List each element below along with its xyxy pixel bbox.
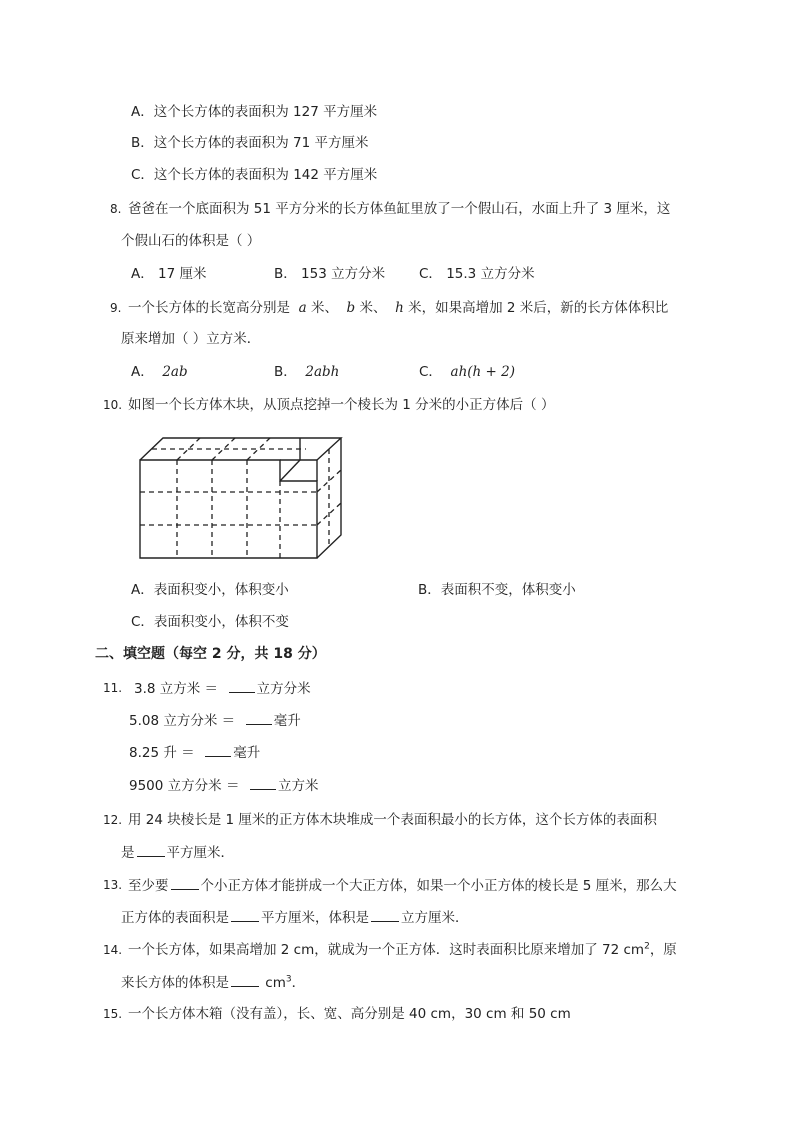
q9-number: 9. [110, 301, 122, 315]
q9-option-a-label: A． [131, 364, 154, 380]
q9-var-h: h [395, 300, 404, 316]
q7-option-a: A．这个长方体的表面积为 127 平方厘米 [131, 104, 378, 120]
q15-text-line1: 一个长方体木箱（没有盖），长、宽、高分别是 40 cm，30 cm 和 50 cm [128, 1006, 571, 1022]
q14-text-line1 [128, 940, 677, 960]
q9-text-line1 [128, 298, 668, 318]
q7-option-b: B．这个长方体的表面积为 71 平方厘米 [131, 135, 369, 151]
q8-option-a: A． 17 厘米 [131, 266, 207, 282]
q11-row3-left: 8.25 升 ＝ [129, 745, 195, 761]
q11-row1-right: 立方分米 [256, 681, 311, 697]
q11-row2 [129, 710, 301, 731]
q12-text-line2 [121, 842, 234, 863]
q14-line2-b: cm [261, 975, 286, 991]
q13-line2-b: 平方厘米，体积是 [261, 910, 369, 926]
cuboid-figure [130, 430, 350, 565]
q10-text-line1: 如图一个长方体木块，从顶点挖掉一个棱长为 1 分米的小正方体后（ ） [128, 397, 555, 413]
answer-blank[interactable] [205, 742, 231, 757]
q13-number: 13. [103, 878, 123, 892]
q14-line1-b: ，原 [649, 942, 677, 958]
q8-option-c: C． 15.3 立方分米 [419, 266, 535, 282]
q14-line2-a: 来长方体的体积是 [121, 975, 229, 991]
q9-var-a: a [298, 300, 307, 316]
q11-row4-left: 9500 立方分米 ＝ [129, 778, 240, 794]
q9-option-b-expr: 2abh [305, 364, 340, 380]
answer-blank[interactable] [231, 972, 259, 987]
q9-text-b: 米，如果高增加 2 米后，新的长方体体积比 [408, 300, 669, 316]
q8-text-line2: 个假山石的体积是（ ） [121, 233, 261, 249]
q11-row2-right: 毫升 [273, 713, 301, 729]
q11-row3-right: 毫升 [233, 745, 261, 761]
answer-blank[interactable] [231, 907, 259, 922]
q13-text-line1 [128, 875, 677, 896]
q14-sup-2: 2 [644, 941, 650, 952]
q12-text-line1: 用 24 块棱长是 1 厘米的正方体木块堆成一个表面积最小的长方体，这个长方体的表面积 [128, 812, 657, 828]
answer-blank[interactable] [250, 775, 276, 790]
answer-blank[interactable] [229, 678, 255, 693]
q9-var-b: b [346, 300, 356, 316]
q9-option-c [419, 362, 515, 382]
q9-option-c-expr: ah(h + 2) [450, 364, 515, 380]
answer-blank[interactable] [137, 842, 165, 857]
q12-line2-b: 平方厘米． [166, 845, 234, 861]
q9-unit-b: 米、 [359, 300, 387, 316]
answer-blank[interactable] [371, 907, 399, 922]
q14-text-line2 [121, 972, 305, 993]
q10-option-c: C．表面积变小，体积不变 [131, 614, 289, 630]
q13-line1-b: 个小正方体才能拼成一个大正方体，如果一个小正方体的棱长是 5 厘米，那么大 [200, 878, 677, 894]
front-face [140, 460, 317, 558]
q9-text-line2: 原来增加（ ）立方米． [121, 331, 261, 347]
q13-line2-a: 正方体的表面积是 [121, 910, 229, 926]
q9-text-a: 一个长方体的长宽高分别是 [128, 300, 290, 316]
q15-number: 15. [103, 1007, 123, 1021]
q12-line2-a: 是 [121, 845, 135, 861]
q11-row2-left: 5.08 立方分米 ＝ [129, 713, 236, 729]
q13-text-line2 [121, 907, 469, 928]
grid-lines [140, 438, 341, 558]
q9-option-a [131, 362, 188, 382]
notch-back-edges [280, 460, 317, 481]
q10-number: 10. [103, 398, 123, 412]
q11-row3 [129, 742, 260, 763]
answer-blank[interactable] [246, 710, 272, 725]
q14-number: 14. [103, 943, 123, 957]
q10-option-b: B．表面积不变，体积变小 [418, 582, 576, 598]
q8-option-b: B． 153 立方分米 [274, 266, 386, 282]
section-title-fill-in: 二、填空题（每空 2 分，共 18 分） [95, 646, 326, 662]
answer-blank[interactable] [171, 875, 199, 890]
q9-option-c-label: C． [419, 364, 442, 380]
q8-text-line1: 爸爸在一个底面积为 51 平方分米的长方体鱼缸里放了一个假山石，水面上升了 3 厘米，这 [128, 201, 671, 217]
q9-option-b [274, 362, 339, 382]
q14-line2-c: ． [291, 975, 306, 991]
notch-inner-edge [280, 460, 300, 481]
q14-sup-3: 3 [285, 974, 292, 985]
q9-option-a-expr: 2ab [162, 364, 188, 380]
q9-unit-a: 米、 [310, 300, 338, 316]
q11-row1-left: 3.8 立方米 ＝ [134, 681, 219, 697]
q8-number: 8. [110, 202, 122, 216]
q11-number: 11. [103, 681, 123, 695]
q7-option-c: C．这个长方体的表面积为 142 平方厘米 [131, 167, 378, 183]
q14-line1-a: 一个长方体，如果高增加 2 cm，就成为一个正方体．这时表面积比原来增加了 72 cm [128, 942, 645, 958]
q13-line2-c: 立方厘米． [401, 910, 469, 926]
q11-row4 [129, 775, 319, 796]
q11-row4-right: 立方米 [278, 778, 319, 794]
q12-number: 12. [103, 813, 123, 827]
q9-option-b-label: B． [274, 364, 297, 380]
q13-line1-a: 至少要 [128, 878, 169, 894]
q10-option-a: A．表面积变小，体积变小 [131, 582, 289, 598]
q11-row1 [134, 678, 311, 699]
